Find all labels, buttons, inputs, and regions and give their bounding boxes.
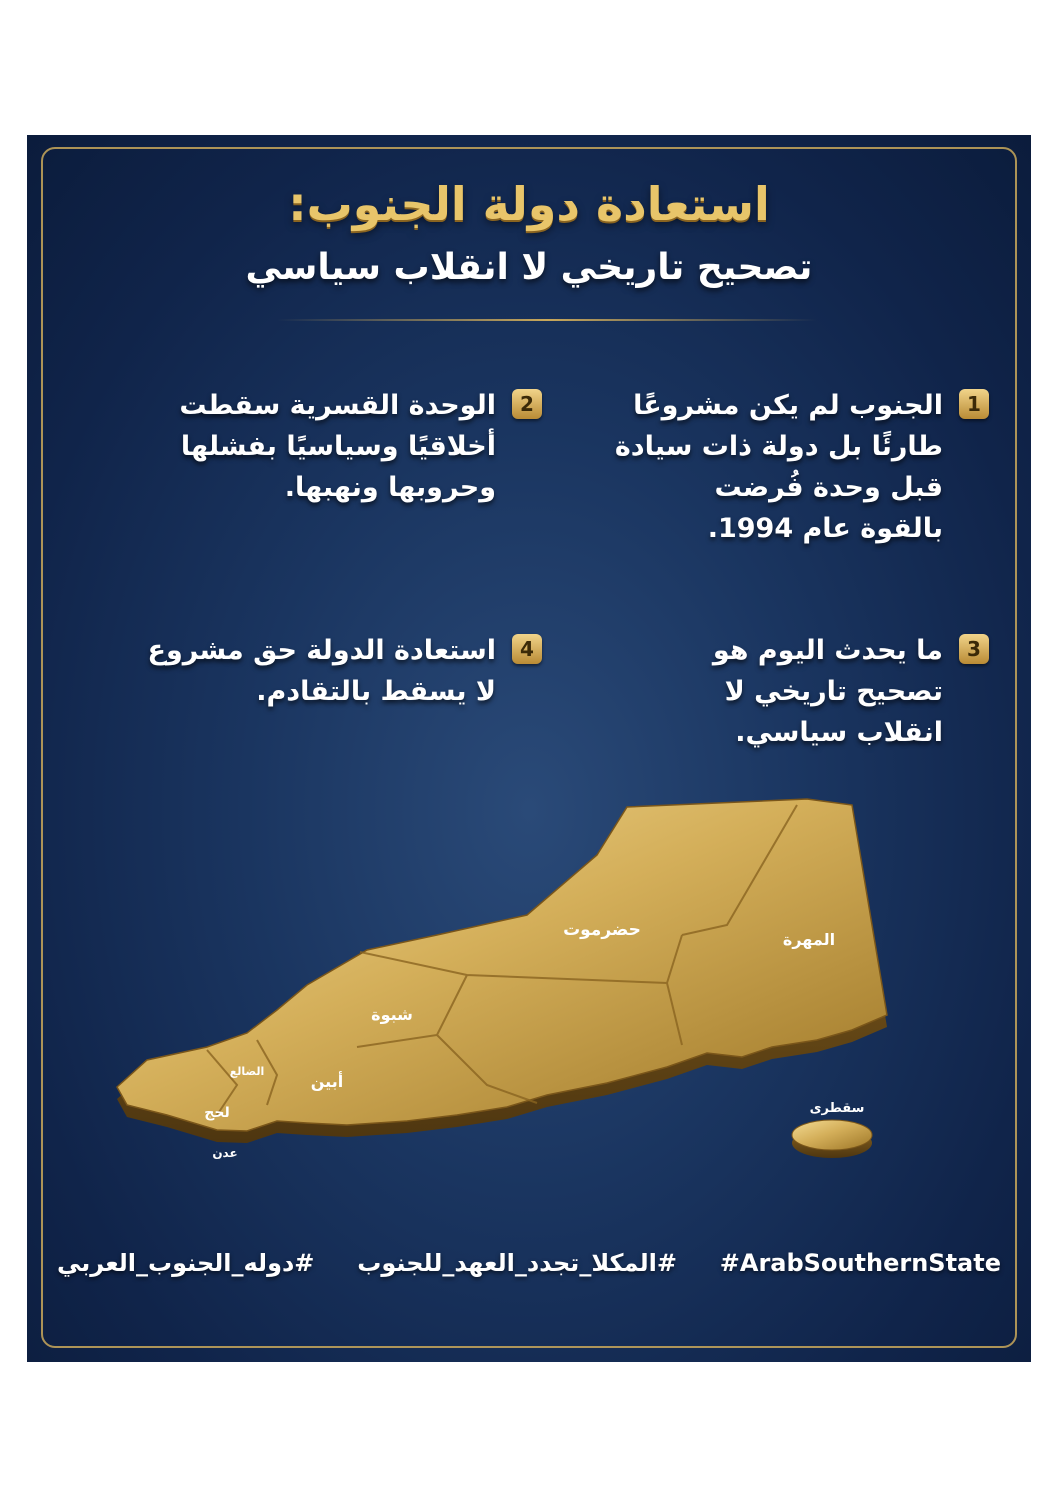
poster-subtitle: تصحيح تاريخي لا انقلاب سياسي	[245, 247, 813, 288]
label-abyan: أبين	[310, 1072, 344, 1091]
point-1	[613, 385, 981, 549]
title-divider	[277, 319, 817, 321]
point-text: ما يحدث اليوم هو تصحيح تاريخي لا انقلاب سياسي.	[712, 635, 943, 748]
poster-title: استعادة دولة الجنوب:	[288, 177, 770, 231]
point-text: استعادة الدولة حق مشروع لا يسقط بالتقادم.	[147, 635, 496, 707]
label-mahra: المهرة	[782, 930, 836, 949]
point-4	[56, 630, 534, 712]
point-3	[613, 630, 981, 753]
label-aden: عدن	[212, 1146, 238, 1160]
socotra-island	[792, 1120, 872, 1150]
point-text: الجنوب لم يكن مشروعًا طارئًا بل دولة ذات سيادة قبل وحدة فُرضت بالقوة عام 1994.	[614, 390, 943, 544]
south-map	[107, 785, 907, 1185]
hashtag-row	[57, 1243, 1001, 1283]
infographic-poster	[27, 135, 1031, 1362]
number-badge: 3	[959, 634, 989, 664]
number-badge: 4	[512, 634, 542, 664]
label-shabwa: شبوة	[371, 1005, 413, 1024]
point-2	[96, 385, 534, 508]
number-badge: 2	[512, 389, 542, 419]
hashtag-1[interactable]: #المكلا_تجدد_العهد_للجنوب	[357, 1249, 677, 1277]
hashtag-2[interactable]: #دوله_الجنوب_العربي	[57, 1249, 315, 1277]
label-dhale: الضالع	[229, 1065, 265, 1078]
number-badge: 1	[959, 389, 989, 419]
hashtag-0[interactable]: #ArabSouthernState	[719, 1249, 1001, 1277]
label-lahj: لحج	[204, 1105, 230, 1121]
label-socotra: سقطرى	[809, 1101, 865, 1116]
point-text: الوحدة القسرية سقطت أخلاقيًا وسياسيًا بفشلها وحروبها ونهبها.	[179, 390, 496, 503]
label-hadramaut: حضرموت	[563, 920, 641, 940]
